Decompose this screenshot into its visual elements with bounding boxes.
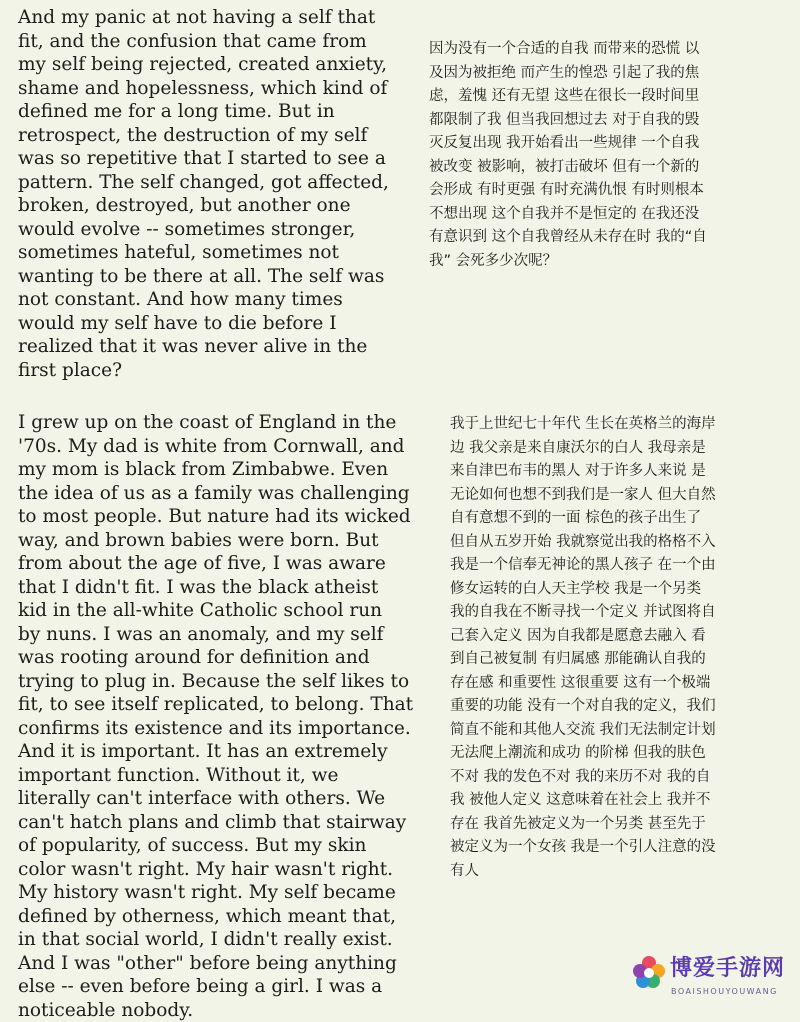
chinese-paragraph-2: 我于上世纪七十年代 生长在英格兰的海岸 边 我父亲是来自康沃尔的白人 我母亲是 来自津巴布韦的黑人 对于许多人来说 是 无论如何也想不到我们是一家人 但大自然 自有意想不到的一面 棕色的孩子出生了 但自从五岁开始 我就察觉出我的格格不入 我是一个信奉无神论的黑人孩子 在一个由 修女运转的白人天主学校 我是一个另类 我的自我在不断寻找一个定义 并试图将自 己套入定义 因为自我都是愿意去融入 看 到自己被复制 有归属感 那能确认自我的 存在感 和重要性 这很重要 这有一个极端 重要的功能 没有一个对自我的定义，我们 简直不能和其他人交流 我们无法制定计划 无法爬上潮流和成功 的阶梯 但我的肤色 不对 我的发色不对 我的来历不对 我的自 我 被他人定义 这意味着在社会上 我并不 存在 我首先被定义为一个另类 甚至先于 被定义为一个女孩 我是一个引人注意的没 有人: [450, 416, 716, 879]
english-paragraph-2: I grew up on the coast of England in the '70s. My dad is white from Cornwall, and my mom is black from Zimbabwe. Even the idea of us as a family was challenging to most people. But nature had its wicked way, and brown babies were born. But from about the age of five, I was aware that I didn't fit. I was the black atheist kid in the all-white Catholic school run by nuns. I was an anomaly, and my self was rooting around for definition and trying to plug in. Because the self likes to fit, to see itself replicated, to belong. That confirms its existence and its importance. And it is important. It has an extremely important function. Without it, we literally can't interface with others. We can't hatch plans and climb that stairway of popularity, of success. But my skin color wasn't right. My hair wasn't right. My history wasn't right. My self became defined by otherness, which meant that, in that social world, I didn't really exist. And I was "other" before being anything else -- even before being a girl. I was a noticeable nobody.: [18, 412, 414, 1021]
watermark-subtitle: BOAISHOUYOUWANG: [671, 987, 778, 996]
flower-logo-icon: [632, 955, 666, 989]
watermark-title: 博爱手游网: [670, 956, 786, 981]
chinese-paragraph-1: 因为没有一个合适的自我 而带来的恐慌 以 及因为被拒绝 而产生的惶恐 引起了我的焦 虑，羞愧 还有无望 这些在很长一段时间里 都限制了我 但当我回想过去 对于自我的毁 灭反复出现 我开始看出一些规律 一个自我 被改变 被影响，被打击破坏 但有一个新的 会形成 有时更强 有时充满仇恨 有时则根本 不想出现 这个自我并不是恒定的 在我还没 有意识到 这个自我曾经从未存在时 我的“自 我” 会死多少次呢？: [429, 41, 707, 269]
watermark: [630, 953, 790, 1005]
english-paragraph-1: And my panic at not having a self that fit, and the confusion that came from my self being rejected, created anxiety, shame and hopelessness, which kind of defined me for a long time. But in retrospect, the destruction of my self was so repetitive that I started to see a pattern. The self changed, got affected, broken, destroyed, but another one would evolve -- sometimes stronger, sometimes hateful, sometimes not wanting to be there at all. The self was not constant. And how many times would my self have to die before I realized that it was never alive in the first place?: [18, 7, 389, 381]
